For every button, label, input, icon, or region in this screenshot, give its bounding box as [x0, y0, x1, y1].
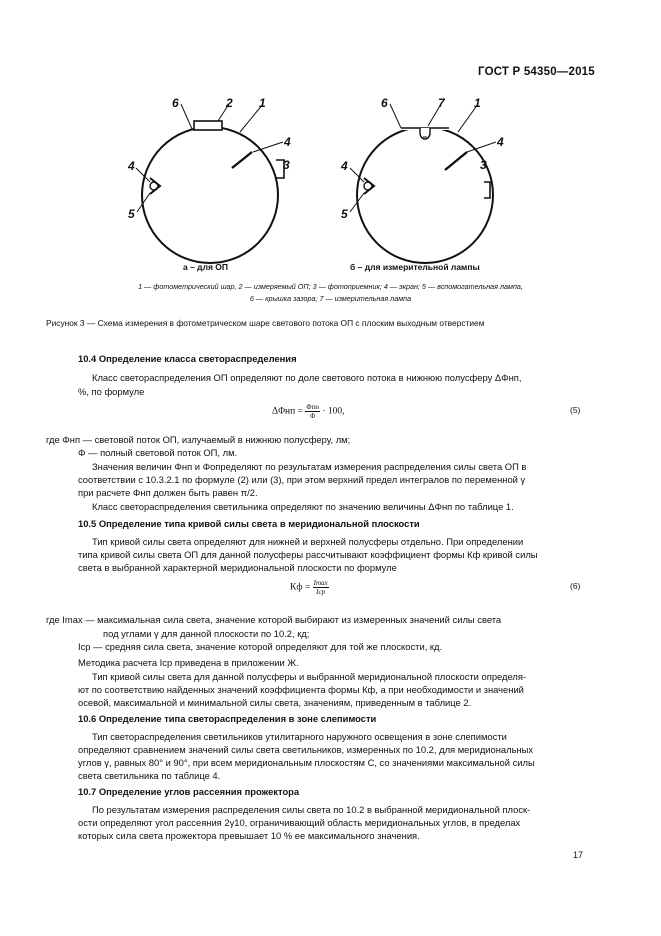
formula-5-denominator: Φ [310, 412, 316, 420]
left-callout-1: 1 [259, 96, 266, 110]
left-photometric-sphere [142, 127, 278, 263]
right-photometric-sphere [357, 127, 493, 263]
formula-5 [272, 403, 345, 420]
s104-p2-line1: Значения величин Φнп и Φопределяют по результатам измерения распределения силы света ОП в [92, 461, 527, 472]
right-callout-1: 1 [474, 96, 481, 110]
left-screen-4 [232, 152, 252, 168]
s107-p1-line2: ости определяют угол рассеяния 2γ10, ограничивающий область меридиональных углов, в пределах [78, 817, 521, 828]
formula-6-fraction [313, 579, 329, 596]
s105-p3-line3: осевой, максимальной и минимальной силы света, значениям, приведенным в таблице 2. [78, 697, 472, 708]
formula-6-denominator: Iср [316, 588, 326, 596]
left-callout-4-screen: 4 [284, 135, 291, 149]
sphere-diagram-figure [0, 90, 661, 280]
left-callout-6: 6 [172, 96, 179, 110]
section-10-7-heading: 10.7 Определение углов рассеяния прожектора [78, 786, 300, 797]
s104-p2-line3: при расчете Φнп должен быть равен π/2. [78, 487, 258, 498]
formula-5-rhs: · 100, [322, 406, 345, 417]
figure-caption: Рисунок 3 — Схема измерения в фотометрическом шаре светового потока ОП с плоским выходным отверстием [46, 318, 485, 328]
s106-p1-line1: Тип светораспределения светильников утилитарного наружного освещения в зоне слепимости [92, 731, 507, 742]
s104-p1-line1: Класс светораспределения ОП определяют по доле светового потока в нижнюю полусферу ΔΦнп, [92, 372, 522, 383]
left-callout-5: 5 [128, 207, 135, 221]
right-auxiliary-lamp [364, 182, 372, 190]
right-callout-3: 3 [480, 158, 487, 172]
s105-p1-line2: типа кривой силы света ОП для данной полусферы рассчитывают коэффициент формы Кф кривой силы [78, 549, 538, 560]
left-measured-luminaire [194, 121, 222, 130]
s104-p2-line2: соответствии с 10.3.2.1 по формуле (2) или (3), при этом верхний предел интегралов по переменной γ [78, 474, 526, 485]
right-callout-4-screen: 4 [497, 135, 504, 149]
formula-5-fraction [305, 403, 320, 420]
formula-6-numerator: Imax [313, 579, 328, 587]
s104-p1-line2: %, по формуле [78, 386, 145, 397]
section-10-6-heading: 10.6 Определение типа светораспределения в зоне слепимости [78, 713, 377, 724]
right-callout-5: 5 [341, 207, 348, 221]
formula-6 [290, 579, 329, 596]
left-auxiliary-lamp [150, 182, 158, 190]
s106-p1-line3: углов γ, равных 80° и 90°, при всем меридиональным плоскостям С, со значениями максимальной силы [78, 757, 535, 768]
section-10-5-heading: 10.5 Определение типа кривой силы света в меридиональной плоскости [78, 518, 420, 529]
formula-5-numerator: Φпн [306, 403, 319, 411]
formula-5-lhs: ΔΦнп = [272, 406, 303, 417]
s105-p3-line1: Тип кривой силы света для данной полусферы и выбранной меридиональной плоскости определя- [92, 671, 527, 682]
figure-label-b: б – для измерительной лампы [350, 262, 480, 272]
right-sphere-diagram [340, 96, 504, 263]
s105-where-line1: где Imax — максимальная сила света, значение которой выбирают из измеренных значений силы света [46, 614, 502, 625]
s106-p1-line2: определяют сравнением значений силы света светильников, измеренных по 10.2, для меридиональных [78, 744, 534, 755]
s107-p1-line1: По результатам измерения распределения силы света по 10.2 в выбранной меридиональной плоск- [92, 804, 531, 815]
s105-where-line2: Iср — средняя сила света, значение которой определяют для той же плоскости, кд. [78, 641, 443, 652]
s105-where-line1b: под углами γ для данной плоскости по 10.2, кд; [103, 628, 310, 639]
left-callout-3: 3 [283, 158, 290, 172]
document-header: ГОСТ Р 54350—2015 [478, 66, 595, 78]
s104-p3: Класс светораспределения светильника определяют по значению величины ΔΦнп по таблице 1. [92, 501, 514, 512]
s107-p1-line3: которых сила света прожектора превышает 10 % ее максимального значения. [78, 830, 420, 841]
formula-6-lhs: Кф = [290, 582, 311, 593]
left-callout-4: 4 [128, 159, 135, 173]
s106-p1-line4: света светильника по таблице 4. [78, 770, 221, 781]
figure-legend-line2: 6 — крышка зазора; 7 — измерительная лампа [249, 294, 412, 303]
s105-p2: Методика расчета Iср приведена в приложении Ж. [78, 657, 299, 668]
right-photodetector [484, 182, 490, 198]
s104-where-line1: где Φнп — световой поток ОП, излучаемый в нижнюю полусферу, лм; [46, 434, 351, 445]
s105-p1-line3: света в выбранной характерной меридиональной плоскости по формуле [78, 562, 397, 573]
s104-where-line2: Φ — полный световой поток ОП, лм. [78, 447, 238, 458]
right-callout-6: 6 [381, 96, 388, 110]
figure-label-a: а – для ОП [183, 262, 229, 272]
figure-legend-line1: 1 — фотометрический шар, 2 — измеряемый ОП; 3 — фотоприемник; 4 — экран; 5 — вспомогательная лампа, [138, 282, 523, 291]
s105-p1-line1: Тип кривой силы света определяют для нижней и верхней полусферы отдельно. При определении [92, 536, 524, 547]
s105-p3-line2: ют по соответствию найденных значений коэффициента формы Кф, а при необходимости и значений [78, 684, 524, 695]
right-callout-4: 4 [341, 159, 348, 173]
formula-6-number: (6) [570, 581, 581, 591]
page-number: 17 [573, 850, 584, 860]
right-callout-7: 7 [438, 96, 445, 110]
right-screen-4 [445, 152, 467, 170]
left-callout-2: 2 [226, 96, 233, 110]
section-10-4-heading: 10.4 Определение класса светораспределения [78, 353, 297, 364]
formula-5-number: (5) [570, 405, 581, 415]
left-sphere-diagram [127, 96, 291, 263]
